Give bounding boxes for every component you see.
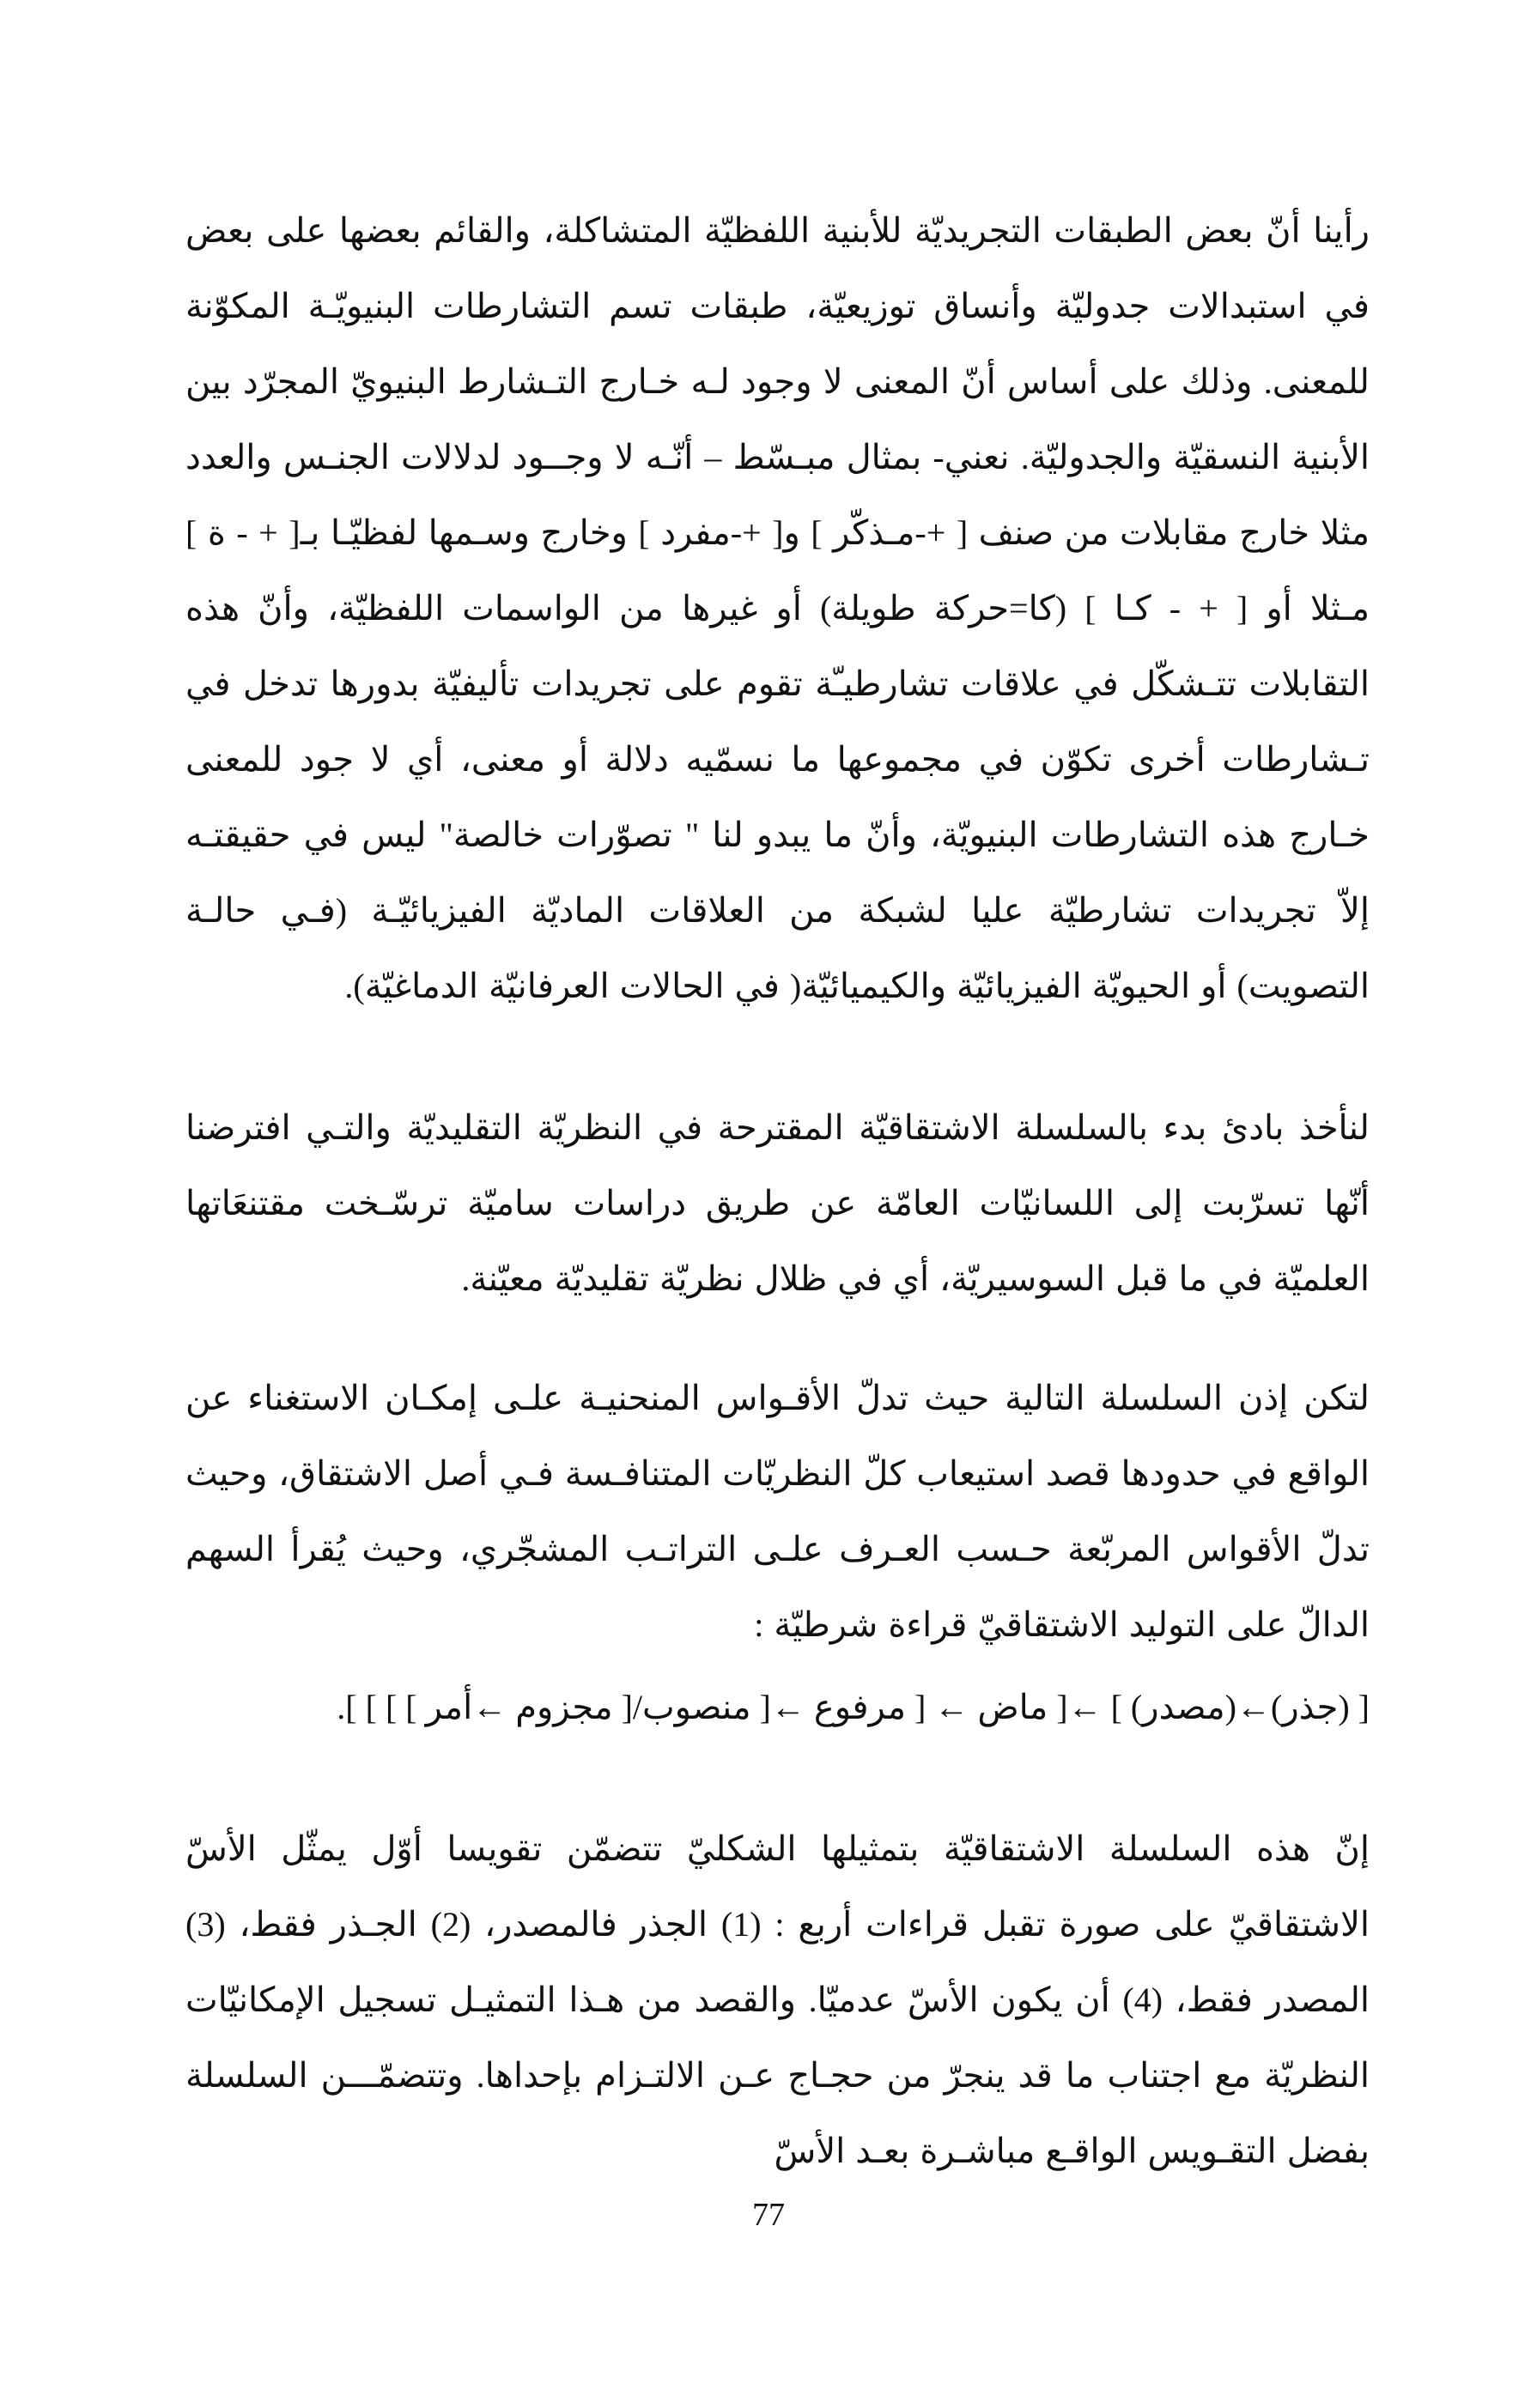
page-number: 77 <box>752 2197 785 2233</box>
paragraph-4: إنّ هذه السلسلة الاشتقاقيّة بتمثيلها الشكليّ تتضمّن تقويسا أوّل يمثّل الأسّ الاشتقاقيّ على صورة تقبل قراءات أربع : (1) الجذر فالمصدر، (2) الجـذر فقط، (3) المصدر فقط، (4) أن يكون الأسّ عدميّا. والقصد من هـذا التمثيـل تسجيل الإمكانيّات النظريّة مع اجتناب ما قد ينجرّ من حجـاج عـن الالتـزام بإحداها. وتتضمّـــن السلسلة بفضل التقـويس الواقـع مباشـرة بعـد الأسّ <box>185 1829 1370 2170</box>
derivation-formula: [ (جذر)←(مصدر) ] ←[ ماض ← [ مرفوع ←[ منصوب/[ مجزوم ←أمر ] ] ] ]. <box>337 1688 1370 1726</box>
paragraph-1: رأينا أنّ بعض الطبقات التجريديّة للأبنية اللفظيّة المتشاكلة، والقائم بعضها على بعض في استبدالات جدوليّة وأنساق توزيعيّة، طبقات تسم التشارطات البنيويّـة المكوّنة للمعنى. وذلك على أساس أنّ المعنى لا وجود لـه خـارج التـشارط البنيويّ المجرّد بين الأبنية النسقيّة والجدوليّة. نعني- بمثال مبـسّط – أنّـه لا وجــود لدلالات الجنـس والعدد مثلا خارج مقابلات من صنف [ +-مـذكّر ] و[ +-مفرد ] وخارج وسـمها لفظيّـا بـ[ + - ة ] مـثلا أو [ + - كـا ] (كا=حركة طويلة) أو غيرها من الواسمات اللفظيّة، وأنّ هذه التقابلات تتـشكّل في علاقات تشارطيـّة تقوم على تجريدات تأليفيّة بدورها تدخل في تـشارطات أخرى تكوّن في مجموعها ما نسمّيه دلالة أو معنى، أي لا جود للمعنى خـارج هذه التشارطات البنيويّة، وأنّ ما يبدو لنا " تصوّرات خالصة" ليس في حقيقتـه إلاّ تجريدات تشارطيّة عليا لشبكة من العلاقات الماديّة الفيزيائيّـة (فـي حالـة التصويت) أو الحيويّة الفيزيائيّة والكيميائيّة( في الحالات العرفانيّة الدماغيّة). <box>185 211 1370 1005</box>
paragraph-2: لنأخذ بادئ بدء بالسلسلة الاشتقاقيّة المقترحة في النظريّة التقليديّة والتـي افترضنا أنّها تسرّبت إلى اللسانيّات العامّة عن طريق دراسات ساميّة ترسّـخت مقتنعَاتها العلميّة في ما قبل السوسيريّة، أي في ظلال نظريّة تقليديّة معيّنة. <box>185 1108 1370 1298</box>
paragraph-3: لتكن إذن السلسلة التالية حيث تدلّ الأقـواس المنحنيـة علـى إمكـان الاستغناء عن الواقع في حدودها قصد استيعاب كلّ النظريّات المتنافـسة فـي أصل الاشتقاق، وحيث تدلّ الأقواس المربّعة حـسب العـرف علـى التراتـب المشجّري، وحيث يُقرأ السهم الدالّ على التوليد الاشتقاقيّ قراءة شرطيّة : <box>185 1379 1370 1644</box>
